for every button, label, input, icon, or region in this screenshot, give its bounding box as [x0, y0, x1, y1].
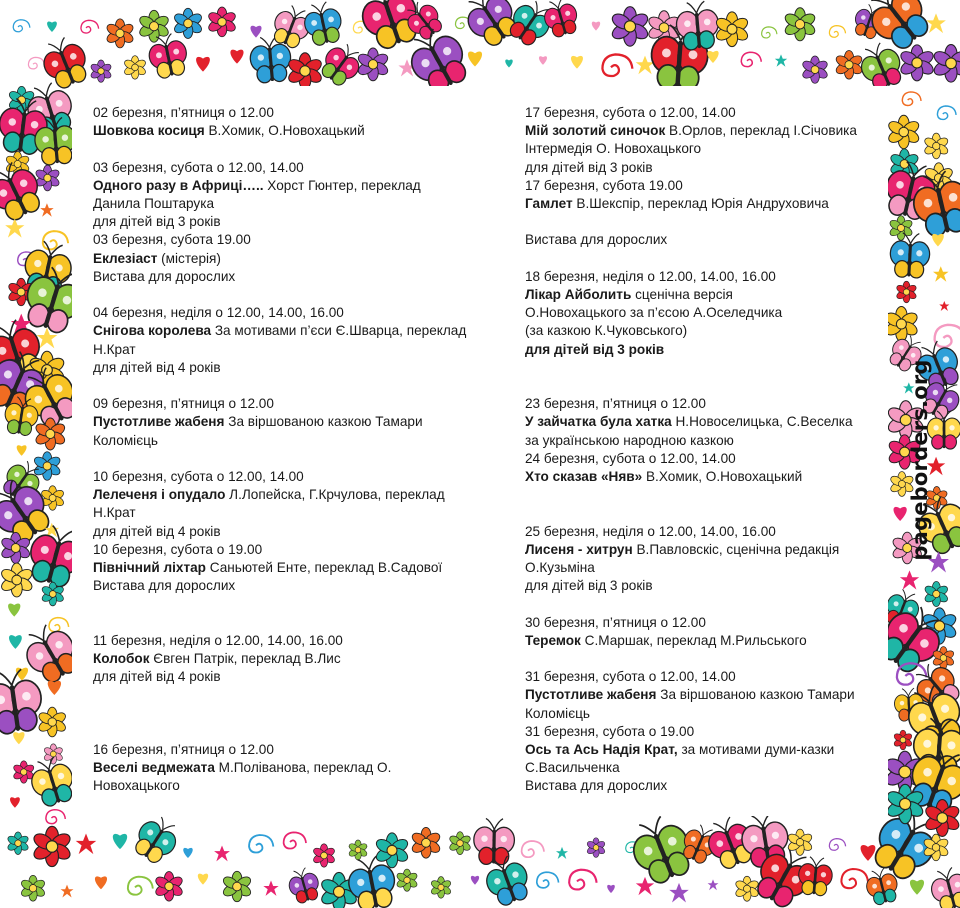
event-text: 17 березня, субота 19.00	[525, 177, 683, 193]
spiral-icon	[81, 20, 99, 33]
spacer	[93, 595, 493, 613]
event-text: За віршованою казкою Тамари	[656, 687, 855, 703]
event-line	[93, 559, 493, 577]
event-line	[525, 541, 885, 559]
event-text: В.Шекспір, переклад Юрія Андруховича	[572, 196, 829, 212]
event-text: Л.Лопейска, Г.Крчулова, переклад	[225, 487, 445, 503]
event-text: Н.Крат	[93, 341, 136, 357]
heart-icon	[505, 60, 512, 68]
event-block	[525, 268, 885, 359]
spiral-icon	[935, 325, 960, 347]
event-title: Веселі ведмежата	[93, 760, 215, 776]
event-text: сценічна версія	[631, 287, 733, 302]
event-text: Хорст Гюнтер, переклад	[263, 177, 421, 193]
event-title: Хто сказав «Няв»	[525, 469, 643, 484]
event-title: Шовкова косиця	[93, 123, 205, 139]
event-line	[525, 668, 885, 686]
event-line	[93, 104, 493, 122]
heart-icon	[932, 234, 944, 247]
heart-icon	[250, 26, 261, 38]
event-block	[525, 104, 885, 213]
flower-icon	[801, 56, 829, 83]
event-line	[525, 559, 885, 577]
event-line	[525, 468, 885, 486]
heart-icon	[8, 604, 20, 617]
flower-icon	[207, 7, 237, 37]
spiral-icon	[537, 872, 559, 888]
event-text: (містерія)	[157, 250, 221, 266]
star-icon	[40, 203, 53, 216]
flower-icon	[90, 60, 113, 82]
event-line	[93, 632, 493, 650]
event-text: Данила Поштарука	[93, 196, 215, 211]
spiral-icon	[49, 618, 69, 632]
spiral-icon	[249, 835, 273, 852]
flower-icon	[923, 133, 949, 159]
event-line	[93, 668, 493, 686]
butterfly-icon	[797, 856, 834, 897]
spiral-icon	[28, 57, 44, 69]
event-block	[93, 632, 493, 687]
flower-icon	[410, 827, 442, 858]
event-line	[93, 322, 493, 340]
spiral-icon	[902, 92, 921, 106]
event-block	[93, 395, 493, 450]
event-text: В.Орлов, переклад І.Січовика	[665, 123, 857, 139]
spacer	[93, 723, 493, 741]
event-line	[525, 413, 885, 431]
event-block	[93, 104, 493, 140]
heart-icon	[893, 507, 906, 521]
event-line	[93, 395, 493, 413]
flower-icon	[883, 306, 919, 341]
star-icon	[61, 885, 74, 898]
event-title: Одного разу в Африці…..	[93, 177, 264, 193]
event-line	[93, 122, 493, 140]
event-title: Пустотливе жабеня	[525, 687, 657, 703]
butterfly-icon	[37, 33, 93, 92]
event-line	[525, 341, 885, 359]
event-line	[93, 741, 493, 759]
spacer	[525, 504, 885, 522]
star-icon	[76, 834, 97, 855]
heart-icon	[48, 681, 61, 695]
event-line	[525, 304, 885, 322]
event-line	[525, 523, 885, 541]
event-title: Снігова королева	[93, 323, 212, 339]
flower-icon	[893, 730, 913, 750]
star-icon	[556, 847, 568, 859]
spacer	[93, 705, 493, 723]
butterfly-icon	[927, 865, 960, 908]
spacer	[93, 614, 493, 632]
event-text: За мотивами п’єси Є.Шварца, переклад	[211, 323, 467, 339]
event-text: 10 березня, субота о 12.00, 14.00	[93, 469, 304, 484]
heart-icon	[471, 876, 479, 885]
event-line	[93, 759, 493, 777]
star-icon	[5, 218, 24, 237]
event-title: У зайчатка була хатка	[525, 414, 672, 430]
event-block	[93, 741, 493, 796]
event-line	[93, 250, 493, 268]
event-text: М.Поліванова, переклад О.	[214, 760, 392, 776]
event-line	[93, 650, 493, 668]
event-line	[525, 395, 885, 413]
spacer	[93, 377, 493, 395]
event-text: 24 березня, субота о 12.00, 14.00	[525, 450, 736, 466]
spacer	[525, 486, 885, 504]
event-text: Вистава для дорослих	[525, 778, 668, 794]
flower-icon	[396, 869, 419, 891]
heart-icon	[592, 22, 600, 31]
heart-icon	[47, 22, 57, 32]
heart-icon	[183, 848, 192, 858]
event-line	[525, 577, 885, 595]
butterfly-icon	[301, 0, 345, 47]
spacer	[525, 650, 885, 668]
event-title: Лікар Айболить	[525, 287, 632, 302]
heart-icon	[571, 56, 583, 69]
flower-icon	[286, 53, 323, 89]
spiral-icon	[762, 27, 777, 38]
event-line	[525, 231, 885, 249]
event-line	[93, 504, 493, 522]
flower-icon	[734, 876, 760, 901]
event-text: В.Хомик, О.Новохацький	[204, 123, 365, 139]
event-line	[525, 122, 885, 140]
event-text: Саньютей Енте, переклад В.Садової	[205, 560, 443, 576]
flower-icon	[173, 8, 204, 38]
heart-icon	[113, 834, 127, 849]
event-text: Коломієць	[93, 432, 158, 448]
event-text: Вистава для дорослих	[525, 232, 668, 248]
flower-icon	[374, 833, 410, 868]
spacer	[525, 595, 885, 613]
spiral-icon	[522, 841, 544, 857]
flower-icon	[932, 45, 960, 83]
star-icon	[214, 845, 230, 861]
spacer	[93, 140, 493, 158]
event-title: Гамлет	[525, 196, 573, 212]
event-title: Мій золотий синочок	[525, 123, 666, 139]
event-text: (за казкою К.Чуковського)	[525, 323, 688, 339]
event-text: Вистава для дорослих	[93, 268, 236, 284]
spiral-icon	[569, 870, 596, 890]
flower-icon	[20, 875, 46, 901]
event-text: 11 березня, неділя о 12.00, 14.00, 16.00	[93, 632, 343, 648]
event-text: Євген Патрік, переклад В.Лис	[149, 651, 341, 666]
event-text: для дітей від 4 років	[93, 669, 221, 685]
butterfly-icon	[540, 0, 581, 39]
flower-icon	[105, 19, 135, 48]
event-line	[93, 195, 493, 213]
flower-icon	[348, 840, 369, 860]
flower-icon	[0, 563, 34, 597]
event-block	[525, 523, 885, 596]
spiral-icon	[829, 26, 845, 38]
event-line	[525, 450, 885, 468]
event-text: За віршованою казкою Тамари	[224, 414, 423, 430]
event-block	[93, 159, 493, 286]
butterfly-icon	[889, 232, 931, 278]
star-icon	[775, 54, 787, 66]
event-line	[525, 286, 885, 304]
flower-icon	[895, 281, 917, 303]
event-block	[93, 468, 493, 595]
event-text: О.Новохацького за п’єсою А.Оселедчика	[525, 305, 783, 321]
star-icon	[939, 301, 949, 311]
heart-icon	[9, 635, 22, 649]
heart-icon	[707, 51, 718, 63]
event-line	[93, 577, 493, 595]
event-text: 09 березня, п’ятниця о 12.00	[93, 396, 274, 412]
flower-icon	[899, 45, 936, 81]
flower-icon	[610, 7, 651, 46]
heart-icon	[910, 880, 924, 895]
event-text: за українською народною казкою	[525, 432, 734, 448]
flower-icon	[923, 581, 949, 606]
butterfly-icon	[316, 38, 367, 90]
event-line	[93, 231, 493, 249]
event-title: Лелеченя і опудало	[93, 487, 226, 503]
event-line	[93, 432, 493, 450]
heart-icon	[861, 845, 876, 861]
event-line	[525, 159, 885, 177]
event-line	[525, 432, 885, 450]
heart-icon	[13, 732, 24, 744]
event-line	[525, 723, 885, 741]
spacer	[525, 213, 885, 231]
event-text: 23 березня, п’ятниця о 12.00	[525, 396, 706, 412]
heart-icon	[468, 52, 482, 67]
event-line	[525, 322, 885, 340]
spacer	[93, 450, 493, 468]
schedule-column-right	[525, 104, 885, 796]
spacer	[525, 359, 885, 377]
event-line	[525, 195, 885, 213]
event-line	[93, 213, 493, 231]
flower-icon	[312, 844, 336, 867]
event-title: Ось та Ась Надія Крат,	[525, 741, 678, 757]
event-text: 18 березня, неділя о 12.00, 14.00, 16.00	[525, 268, 776, 284]
event-line	[93, 341, 493, 359]
star-icon	[263, 881, 278, 896]
flower-icon	[43, 744, 64, 764]
flower-icon	[783, 8, 817, 41]
schedule-column-left	[93, 104, 493, 796]
spiral-icon	[741, 52, 761, 66]
event-text: 31 березня, субота о 12.00, 14.00	[525, 669, 736, 685]
heart-icon	[539, 56, 547, 65]
star-icon	[708, 879, 719, 890]
spiral-icon	[43, 231, 68, 249]
event-text: 02 березня, п’ятниця о 12.00	[93, 105, 274, 120]
event-text: 04 березня, неділя о 12.00, 14.00, 16.00	[93, 305, 344, 321]
spiral-icon	[284, 832, 306, 848]
event-line	[93, 177, 493, 195]
spiral-icon	[841, 869, 868, 888]
flower-icon	[138, 10, 171, 42]
event-line	[93, 523, 493, 541]
flower-icon	[834, 50, 863, 79]
event-line	[525, 614, 885, 632]
star-icon	[926, 13, 946, 33]
event-text: 16 березня, п’ятниця о 12.00	[93, 741, 274, 757]
event-text: 17 березня, субота о 12.00, 14.00	[525, 105, 736, 120]
event-text: В.Хомик, О.Новохацький	[642, 469, 803, 484]
spiral-icon	[829, 839, 845, 851]
event-line	[93, 304, 493, 322]
event-line	[93, 159, 493, 177]
event-title: для дітей від 3 років	[525, 341, 665, 357]
event-title: Теремок	[525, 632, 581, 648]
event-text: С.Васильченка	[525, 760, 620, 776]
heart-icon	[10, 797, 20, 808]
spiral-icon	[937, 106, 956, 119]
event-text: для дітей від 3 років	[525, 159, 653, 175]
watermark: pageborders.org	[908, 359, 932, 561]
star-icon	[933, 266, 949, 282]
flower-icon	[221, 871, 252, 901]
event-text: для дітей від 3 років	[525, 578, 653, 594]
event-block	[525, 395, 885, 486]
spiral-icon	[46, 810, 65, 824]
event-line	[525, 777, 885, 795]
heart-icon	[196, 57, 210, 72]
flower-icon	[586, 838, 606, 858]
event-text: Інтермедія О. Новохацького	[525, 141, 702, 157]
event-text: Новохацького	[93, 778, 180, 794]
star-icon	[900, 570, 919, 589]
event-text: 30 березня, п’ятниця о 12.00	[525, 614, 706, 630]
event-line	[525, 268, 885, 286]
event-text: Коломієць	[525, 705, 590, 721]
event-text: Вистава для дорослих	[93, 578, 236, 594]
event-line	[93, 268, 493, 286]
event-line	[93, 541, 493, 559]
event-line	[93, 777, 493, 795]
flower-icon	[33, 452, 62, 481]
star-icon	[669, 883, 689, 903]
event-text: 03 березня, субота 19.00	[93, 232, 251, 248]
flower-icon	[887, 115, 921, 148]
flower-icon	[356, 48, 390, 81]
heart-icon	[230, 50, 243, 64]
event-line	[525, 705, 885, 723]
event-line	[525, 741, 885, 759]
event-title: Еклезіаст	[93, 250, 158, 266]
flower-icon	[34, 165, 60, 191]
event-block	[525, 668, 885, 795]
event-text: Н.Крат	[93, 505, 136, 521]
event-line	[93, 468, 493, 486]
event-title: Колобок	[93, 651, 150, 666]
event-line	[525, 759, 885, 777]
event-text: 03 березня, субота о 12.00, 14.00	[93, 159, 304, 175]
event-line	[525, 104, 885, 122]
event-text: С.Маршак, переклад М.Рильського	[580, 632, 807, 648]
flower-icon	[6, 832, 29, 855]
spacer	[93, 286, 493, 304]
flower-icon	[714, 12, 750, 47]
butterfly-icon	[473, 818, 514, 865]
flower-icon	[31, 826, 72, 866]
flower-icon	[448, 832, 472, 855]
spiral-icon	[602, 54, 632, 76]
flower-icon	[888, 216, 913, 241]
event-block	[525, 614, 885, 650]
event-text: за мотивами думи-казки	[677, 741, 835, 757]
event-text: 10 березня, субота о 19.00	[93, 541, 263, 557]
flower-icon	[123, 56, 147, 79]
flower-icon	[154, 872, 184, 901]
spacer	[93, 686, 493, 704]
event-text: Н.Новоселицька, С.Веселка	[671, 414, 853, 430]
event-line	[525, 140, 885, 158]
heart-icon	[607, 885, 615, 893]
spacer	[525, 250, 885, 268]
spiral-icon	[13, 20, 30, 32]
flower-icon	[37, 707, 67, 737]
butterfly-icon	[129, 811, 184, 868]
event-line	[93, 486, 493, 504]
event-line	[93, 359, 493, 377]
event-text: В.Павловскіс, сценічна редакція	[632, 541, 840, 557]
flower-icon	[34, 418, 67, 450]
event-line	[525, 632, 885, 650]
event-block	[93, 304, 493, 377]
heart-icon	[198, 874, 208, 885]
butterfly-icon	[285, 865, 322, 905]
event-text: 31 березня, субота о 19.00	[525, 723, 695, 739]
event-text: для дітей від 4 років	[93, 523, 221, 539]
event-title: Північний ліхтар	[93, 560, 206, 576]
flower-icon	[430, 877, 452, 899]
event-line	[525, 177, 885, 195]
event-line	[93, 413, 493, 431]
star-icon	[636, 877, 654, 895]
event-text: 25 березня, неділя о 12.00, 14.00, 16.00	[525, 523, 776, 539]
event-line	[525, 686, 885, 704]
spiral-icon	[128, 877, 153, 895]
heart-icon	[17, 445, 27, 456]
spacer	[525, 377, 885, 395]
event-title: Пустотливе жабеня	[93, 414, 225, 430]
event-block	[525, 231, 885, 249]
event-text: для дітей від 3 років	[93, 214, 221, 230]
heart-icon	[95, 876, 107, 889]
event-text: О.Кузьміна	[525, 559, 595, 575]
event-text: для дітей від 4 років	[93, 359, 221, 375]
event-title: Лисеня - хитрун	[525, 541, 633, 557]
